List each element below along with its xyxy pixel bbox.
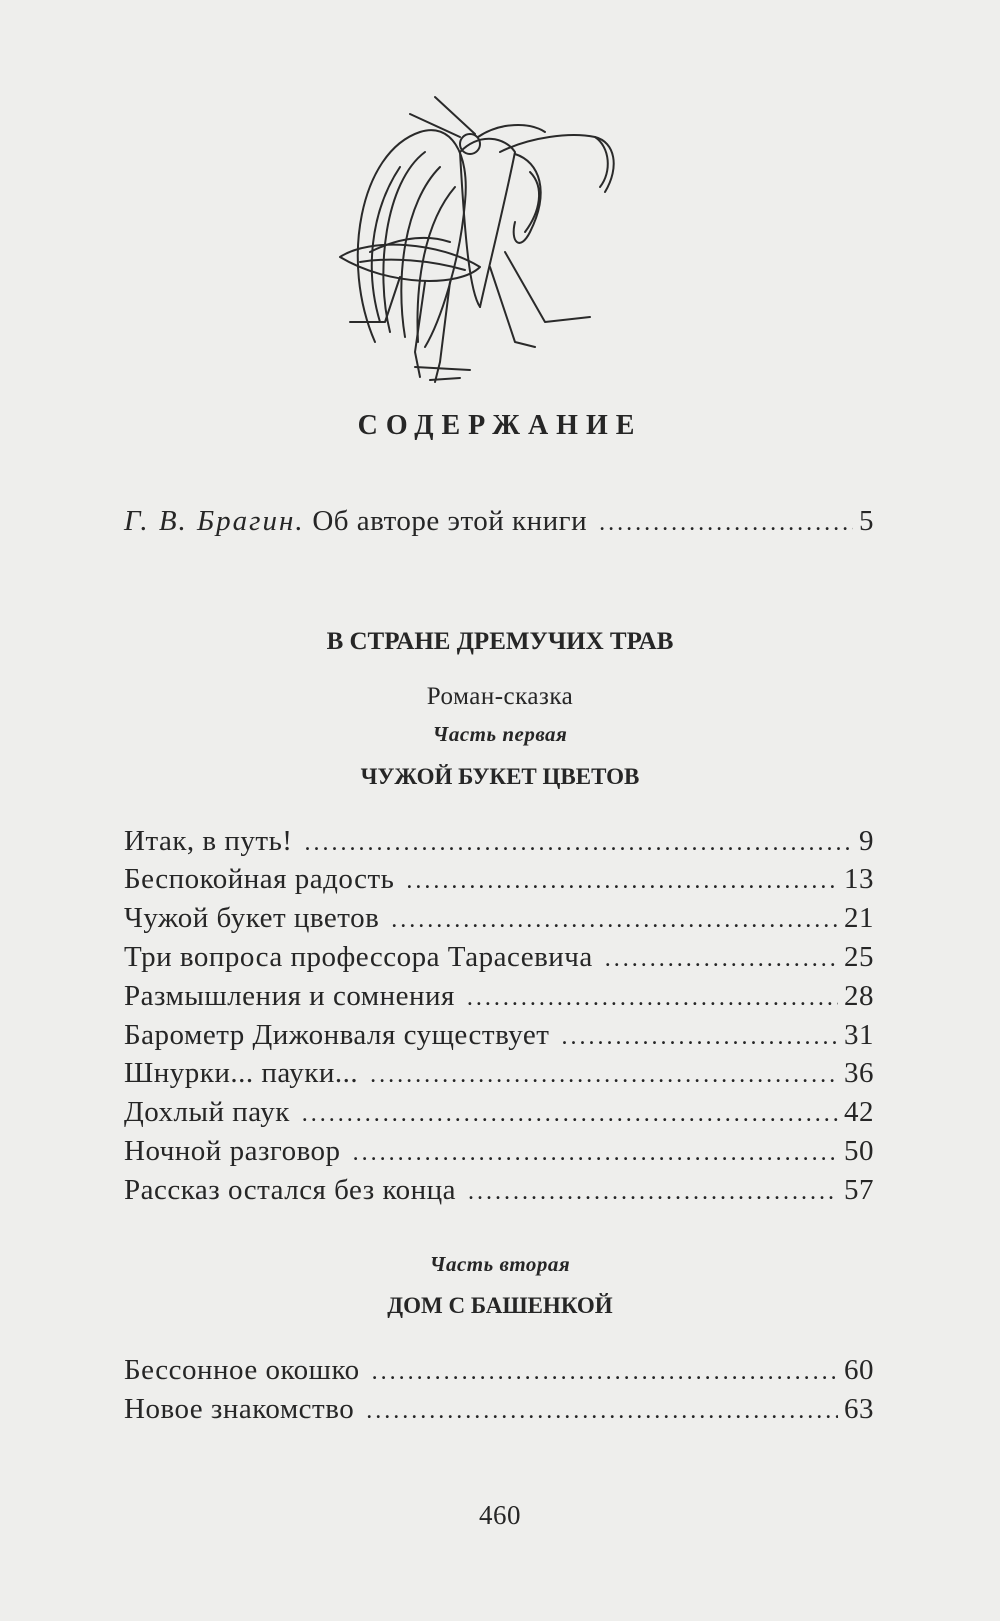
leader-dots [467,985,838,1012]
leader-dots [302,1101,838,1128]
toc-entry[interactable] [124,1096,874,1129]
leader-dots [366,1398,838,1425]
toc-entry-label: Барометр Дижонваля существует [124,1019,550,1051]
part-label: Часть вторая [429,1252,571,1276]
preface-title: Об авторе этой книги [312,505,588,537]
toc-entry-label: Три вопроса профессора Тарасевича [124,941,593,973]
toc-page-number: 31 [844,1019,874,1051]
leader-dots [372,1359,838,1386]
toc-page-number: 63 [844,1393,874,1425]
toc-entry[interactable] [124,1174,874,1207]
toc-entry[interactable] [124,941,874,974]
leader-dots [406,868,838,895]
toc-entry-label: Ночной разговор [124,1135,341,1167]
leader-dots [468,1179,838,1206]
toc-entry[interactable] [124,825,874,858]
toc-page-number: 50 [844,1135,874,1167]
toc-entry-label: Итак, в путь! [124,825,293,857]
part-title: ДОМ С БАШЕНКОЙ [387,1293,613,1318]
toc-page-number: 13 [844,863,874,895]
toc-entry[interactable] [124,1354,874,1387]
toc-entry-label: Размышления и сомнения [124,980,455,1012]
toc-page-number: 9 [859,825,874,857]
toc-page-number: 42 [844,1096,874,1128]
toc-entry-label: Шнурки... пауки... [124,1057,359,1089]
toc-entry-label [124,505,587,538]
toc-page-number: 21 [844,902,874,934]
toc-entry[interactable] [124,1019,874,1052]
leader-dots [561,1024,838,1051]
book-subtitle: Роман-сказка [426,683,574,710]
toc-entry[interactable] [124,902,874,935]
leader-dots [391,907,838,934]
toc-entry-label: Беспокойная радость [124,863,395,895]
toc-page-number: 5 [859,505,874,537]
book-title: В СТРАНЕ ДРЕМУЧИХ ТРАВ [326,628,674,655]
toc-entry-preface[interactable] [124,505,874,538]
leader-dots [605,946,838,973]
toc-entry[interactable] [124,980,874,1013]
toc-page-number: 57 [844,1174,874,1206]
toc-entry-label: Чужой букет цветов [124,902,380,934]
toc-entry[interactable] [124,1057,874,1090]
contents-heading: СОДЕРЖАНИЕ [357,410,643,441]
toc-page-number: 28 [844,980,874,1012]
leader-dots [370,1062,838,1089]
part-title: ЧУЖОЙ БУКЕТ ЦВЕТОВ [360,764,640,789]
toc-entry-label: Дохлый паук [124,1096,290,1128]
leader-dots [353,1140,838,1167]
toc-page-number: 36 [844,1057,874,1089]
preface-author: Г. В. Брагин. [124,505,305,537]
leader-dots [599,510,853,537]
toc-entry-label: Новое знакомство [124,1393,355,1425]
toc-entry-label: Рассказ остался без конца [124,1174,456,1206]
toc-entry[interactable] [124,863,874,896]
toc-entry-label: Бессонное окошко [124,1354,360,1386]
toc-page-number: 60 [844,1354,874,1386]
page-number: 460 [479,1500,521,1530]
toc-page-number: 25 [844,941,874,973]
toc-entry[interactable] [124,1393,874,1426]
praying-mantis-illustration [330,92,660,392]
leader-dots [304,830,853,857]
part-label: Часть первая [432,722,568,746]
toc-entry[interactable] [124,1135,874,1168]
